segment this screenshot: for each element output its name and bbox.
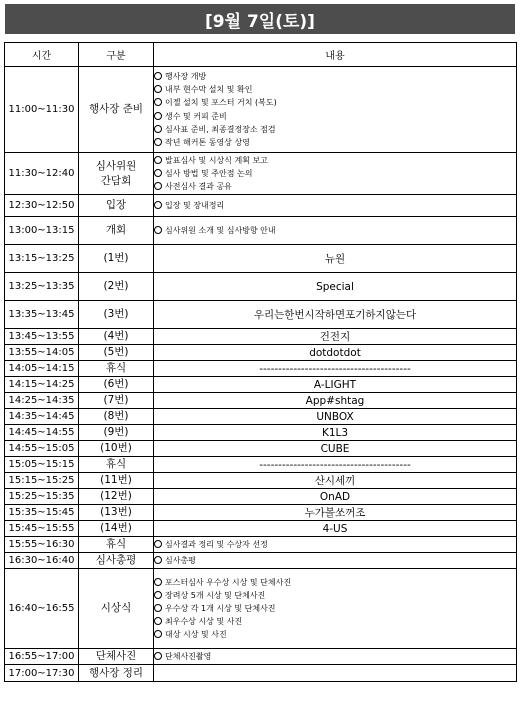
- time-cell: 15:35~15:45: [5, 505, 79, 521]
- content-cell: [154, 521, 517, 537]
- time-cell: 14:35~14:45: [5, 409, 79, 425]
- time-cell: 13:25~13:35: [5, 273, 79, 301]
- time-cell: 14:45~14:55: [5, 425, 79, 441]
- category-cell: 단체사진: [79, 649, 154, 665]
- content-cell: [154, 457, 517, 473]
- circle-bullet-icon: [154, 556, 162, 564]
- table-row: [5, 361, 517, 377]
- content-item: [154, 602, 516, 615]
- time-cell: 13:15~13:25: [5, 245, 79, 273]
- category-cell: (3번): [79, 301, 154, 329]
- circle-bullet-icon: [154, 617, 162, 625]
- category-cell: (12번): [79, 489, 154, 505]
- category-cell: 개회: [79, 217, 154, 245]
- content-cell: [154, 329, 517, 345]
- circle-bullet-icon: [154, 182, 162, 190]
- content-text: ----------------------------------------: [259, 458, 411, 471]
- category-cell: (13번): [79, 505, 154, 521]
- content-text: App#shtag: [305, 394, 365, 407]
- circle-bullet-icon: [154, 226, 162, 234]
- table-row: [5, 537, 517, 553]
- content-item: [154, 180, 516, 193]
- content-text: ----------------------------------------: [259, 362, 411, 375]
- circle-bullet-icon: [154, 98, 162, 106]
- table-row: [5, 217, 517, 245]
- circle-bullet-icon: [154, 630, 162, 638]
- table-row: [5, 473, 517, 489]
- header-time: 시간: [5, 43, 79, 67]
- circle-bullet-icon: [154, 540, 162, 548]
- content-cell: [154, 361, 517, 377]
- time-cell: 14:25~14:35: [5, 393, 79, 409]
- category-cell: 행사장 준비: [79, 67, 154, 153]
- content-item-text: 단체사진촬영: [165, 651, 212, 661]
- category-cell: 행사장 정리: [79, 665, 154, 682]
- circle-bullet-icon: [154, 156, 162, 164]
- content-text: 4-US: [322, 522, 348, 535]
- circle-bullet-icon: [154, 72, 162, 80]
- category-cell: (4번): [79, 329, 154, 345]
- table-row: [5, 301, 517, 329]
- content-cell: [154, 441, 517, 457]
- time-cell: 16:40~16:55: [5, 569, 79, 649]
- category-cell: 휴식: [79, 361, 154, 377]
- category-cell: (11번): [79, 473, 154, 489]
- circle-bullet-icon: [154, 138, 162, 146]
- time-cell: 14:05~14:15: [5, 361, 79, 377]
- content-cell: [154, 537, 517, 553]
- time-cell: 15:05~15:15: [5, 457, 79, 473]
- content-item-text: 대상 시상 및 사진: [165, 630, 227, 640]
- time-cell: 13:45~13:55: [5, 329, 79, 345]
- content-item-text: 입장 및 장내정리: [165, 200, 225, 210]
- table-row: [5, 273, 517, 301]
- table-row: [5, 441, 517, 457]
- content-text: OnAD: [319, 490, 351, 503]
- table-row: [5, 425, 517, 441]
- content-cell: [154, 553, 517, 569]
- circle-bullet-icon: [154, 578, 162, 586]
- table-row: [5, 505, 517, 521]
- content-cell: [154, 195, 517, 217]
- circle-bullet-icon: [154, 591, 162, 599]
- time-cell: 14:15~14:25: [5, 377, 79, 393]
- content-item-text: 장려상 5개 시상 및 단체사진: [165, 590, 266, 600]
- circle-bullet-icon: [154, 604, 162, 612]
- content-cell: [154, 393, 517, 409]
- content-item: [154, 83, 516, 96]
- content-cell: [154, 473, 517, 489]
- table-row: [5, 153, 517, 195]
- table-row: [5, 409, 517, 425]
- content-cell: [154, 345, 517, 361]
- content-cell: [154, 665, 517, 682]
- table-row: [5, 553, 517, 569]
- content-text: 산시세끼: [314, 475, 356, 487]
- content-cell: [154, 489, 517, 505]
- content-item-text: 최우수상 시상 및 사진: [165, 617, 243, 627]
- category-cell: (2번): [79, 273, 154, 301]
- category-cell: (14번): [79, 521, 154, 537]
- time-cell: 13:00~13:15: [5, 217, 79, 245]
- content-text: 우리는한번시작하면포기하지않는다: [253, 309, 417, 321]
- content-item-text: 행사장 개방: [165, 71, 207, 81]
- header-category: 구분: [79, 43, 154, 67]
- table-row: [5, 665, 517, 682]
- category-cell: 심사위원 간담회: [79, 153, 154, 195]
- content-item-text: 내부 현수막 설치 및 확인: [165, 85, 253, 95]
- content-item: [154, 136, 516, 149]
- table-row: [5, 489, 517, 505]
- content-item-text: 우수상 각 1개 시상 및 단체사진: [165, 603, 276, 613]
- content-text: Special: [316, 280, 354, 293]
- category-cell: (5번): [79, 345, 154, 361]
- time-cell: 15:45~15:55: [5, 521, 79, 537]
- circle-bullet-icon: [154, 169, 162, 177]
- content-text: UNBOX: [316, 410, 354, 423]
- content-item: [154, 123, 516, 136]
- table-row: [5, 569, 517, 649]
- content-item-text: 심사위원 소개 및 심사방향 안내: [165, 225, 276, 235]
- time-cell: 16:55~17:00: [5, 649, 79, 665]
- table-row: [5, 245, 517, 273]
- content-item-text: 심사결과 정리 및 수상자 선정: [165, 539, 268, 549]
- header-row: [5, 43, 517, 67]
- content-item: [154, 154, 516, 167]
- time-cell: 12:30~12:50: [5, 195, 79, 217]
- content-item-text: 심사총평: [165, 555, 196, 565]
- category-cell: 휴식: [79, 457, 154, 473]
- time-cell: 16:30~16:40: [5, 553, 79, 569]
- content-text: CUBE: [320, 442, 350, 455]
- time-cell: 13:55~14:05: [5, 345, 79, 361]
- content-text: 건전지: [319, 331, 351, 343]
- content-item: [154, 554, 516, 567]
- category-cell: (7번): [79, 393, 154, 409]
- content-item: [154, 589, 516, 602]
- time-cell: 11:30~12:40: [5, 153, 79, 195]
- content-text: dotdotdot: [309, 346, 361, 359]
- table-row: [5, 393, 517, 409]
- table-row: [5, 649, 517, 665]
- content-item-text: 사전심사 결과 공유: [165, 182, 232, 192]
- time-cell: 13:35~13:45: [5, 301, 79, 329]
- category-cell: 시상식: [79, 569, 154, 649]
- content-item: [154, 224, 516, 237]
- time-cell: 15:25~15:35: [5, 489, 79, 505]
- content-item-text: 작년 해커톤 동영상 상영: [165, 137, 250, 147]
- category-cell: (10번): [79, 441, 154, 457]
- table-row: [5, 195, 517, 217]
- category-cell: (6번): [79, 377, 154, 393]
- page-title: [9월 7일(토)]: [5, 4, 515, 34]
- header-content: 내용: [154, 43, 517, 67]
- content-cell: [154, 505, 517, 521]
- category-cell: (9번): [79, 425, 154, 441]
- time-cell: 17:00~17:30: [5, 665, 79, 682]
- circle-bullet-icon: [154, 125, 162, 133]
- category-cell: 입장: [79, 195, 154, 217]
- content-item: [154, 650, 516, 663]
- time-cell: 15:55~16:30: [5, 537, 79, 553]
- category-cell: (1번): [79, 245, 154, 273]
- content-cell: [154, 245, 517, 273]
- category-cell: 심사총평: [79, 553, 154, 569]
- content-item-text: 발표심사 및 시상식 계획 보고: [165, 155, 268, 165]
- content-text: 누가볼쏘꺼조: [304, 507, 366, 519]
- table-row: [5, 329, 517, 345]
- circle-bullet-icon: [154, 652, 162, 660]
- category-cell: 휴식: [79, 537, 154, 553]
- category-cell: (8번): [79, 409, 154, 425]
- content-item: [154, 110, 516, 123]
- circle-bullet-icon: [154, 112, 162, 120]
- content-text: K1L3: [321, 426, 349, 439]
- content-cell: [154, 301, 517, 329]
- content-cell: [154, 153, 517, 195]
- content-item: [154, 576, 516, 589]
- content-cell: [154, 425, 517, 441]
- time-cell: 11:00~11:30: [5, 67, 79, 153]
- table-row: [5, 377, 517, 393]
- content-cell: [154, 273, 517, 301]
- circle-bullet-icon: [154, 85, 162, 93]
- content-item-text: 생수 및 커피 준비: [165, 111, 227, 121]
- content-item-text: 심사표 준비, 최종결정장소 점검: [165, 124, 276, 134]
- table-row: [5, 67, 517, 153]
- content-cell: [154, 217, 517, 245]
- content-cell: [154, 569, 517, 649]
- time-cell: 14:55~15:05: [5, 441, 79, 457]
- schedule-table: [4, 42, 517, 682]
- content-item: [154, 199, 516, 212]
- content-cell: [154, 409, 517, 425]
- content-text: A-LIGHT: [313, 378, 357, 391]
- time-cell: 15:15~15:25: [5, 473, 79, 489]
- content-item-text: 심사 방법 및 주안점 논의: [165, 168, 253, 178]
- content-text: 뉴원: [324, 253, 346, 265]
- table-row: [5, 345, 517, 361]
- content-cell: [154, 377, 517, 393]
- content-item: [154, 167, 516, 180]
- table-row: [5, 521, 517, 537]
- content-item: [154, 538, 516, 551]
- content-item: [154, 615, 516, 628]
- content-item-text: 포스터심사 우수상 시상 및 단체사진: [165, 577, 292, 587]
- content-cell: [154, 67, 517, 153]
- table-row: [5, 457, 517, 473]
- content-cell: [154, 649, 517, 665]
- circle-bullet-icon: [154, 201, 162, 209]
- content-item: [154, 70, 516, 83]
- content-item-text: 이젤 설치 및 포스터 거치 (복도): [165, 98, 277, 108]
- content-item: [154, 96, 516, 109]
- content-item: [154, 628, 516, 641]
